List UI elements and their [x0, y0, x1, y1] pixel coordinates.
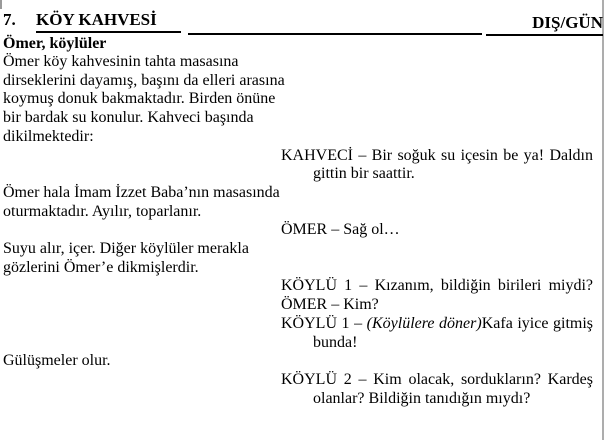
dialogue-text-run: KÖYLÜ 1 – Kızanım, bildiğin birileri miydi? — [281, 277, 593, 295]
action-line — [3, 53, 303, 72]
dialogue-line — [281, 277, 593, 296]
dialogue-line — [281, 315, 593, 334]
scene-cast-line: Ömer, köylüler — [3, 35, 107, 52]
dialogue-text-run: KAHVECİ – Bir soğuk su içesin be ya! Daldın — [281, 146, 593, 164]
scene-title: KÖY KAHVESİ — [36, 9, 181, 33]
dialogue-line — [281, 296, 593, 315]
scene-number: 7. — [3, 10, 16, 29]
dialogue-block — [281, 147, 593, 184]
dialogue-line — [281, 334, 593, 353]
action-text-run: Gülüşmeler olur. — [3, 352, 111, 370]
action-text-run: Ömer köy kahvesinin tahta masasına — [3, 53, 239, 70]
action-text-run: dirseklerini dayamış, başını da elleri arasına — [3, 71, 285, 89]
dialogue-line — [281, 221, 593, 240]
scene-slug-ext-day: DIŞ/GÜN — [486, 12, 603, 36]
action-text-run: oturmaktadır. Ayılır, toparlanır. — [3, 202, 202, 220]
action-line — [3, 240, 303, 259]
dialogue-line — [281, 371, 593, 390]
dialogue-block — [281, 277, 593, 296]
dialogue-text-run: olanlar? Bildiğin tanıdığın mıydı? — [313, 389, 531, 407]
action-line — [3, 90, 303, 109]
script-body — [3, 53, 605, 408]
action-text-run: bir bardak su konulur. Kahveci başında — [3, 109, 254, 127]
action-block — [3, 184, 303, 221]
dialogue-block — [281, 221, 593, 240]
action-block — [3, 240, 303, 277]
page-corner-mark — [0, 0, 2, 9]
dialogue-text-run: ÖMER – Kim? — [281, 296, 379, 314]
action-line — [3, 72, 303, 91]
action-text-run: dikilmektedir: — [3, 127, 94, 145]
dialogue-text-run: (Köylülere döner) — [366, 314, 482, 332]
action-block — [3, 53, 303, 147]
dialogue-block — [281, 315, 593, 352]
dialogue-text-run: bunda! — [313, 333, 358, 351]
dialogue-block — [281, 296, 593, 315]
action-text-run: Suyu alır, içer. Diğer köylüler merakla — [3, 240, 249, 258]
page-right-edge-line — [602, 0, 604, 440]
action-line — [3, 184, 303, 203]
dialogue-line — [281, 390, 593, 409]
action-text-run: koymuş donuk bakmaktadır. Birden önüne — [3, 90, 276, 108]
action-line — [3, 203, 303, 222]
action-line — [3, 128, 303, 147]
dialogue-line — [281, 147, 593, 166]
dialogue-block — [281, 371, 593, 408]
action-line — [3, 109, 303, 128]
dialogue-line — [281, 165, 593, 184]
action-line — [3, 352, 303, 371]
action-block — [3, 352, 303, 371]
dialogue-text-run: KÖYLÜ 2 – Kim olacak, sordukların? Kardeş — [281, 370, 593, 388]
dialogue-text-run: Kafa iyice gitmiş — [481, 314, 593, 332]
action-text-run: gözlerini Ömer’e dikmişlerdir. — [3, 258, 199, 276]
scene-heading — [3, 9, 603, 33]
action-line — [3, 259, 303, 278]
dialogue-text-run: KÖYLÜ 1 – — [281, 314, 367, 332]
dialogue-text-run: ÖMER – Sağ ol… — [281, 221, 400, 239]
action-text-run: Ömer hala İmam İzzet Baba’nın masasında — [3, 183, 280, 201]
scene-heading-underline-fill — [188, 32, 482, 35]
dialogue-text-run: gittin bir saattir. — [313, 165, 415, 183]
